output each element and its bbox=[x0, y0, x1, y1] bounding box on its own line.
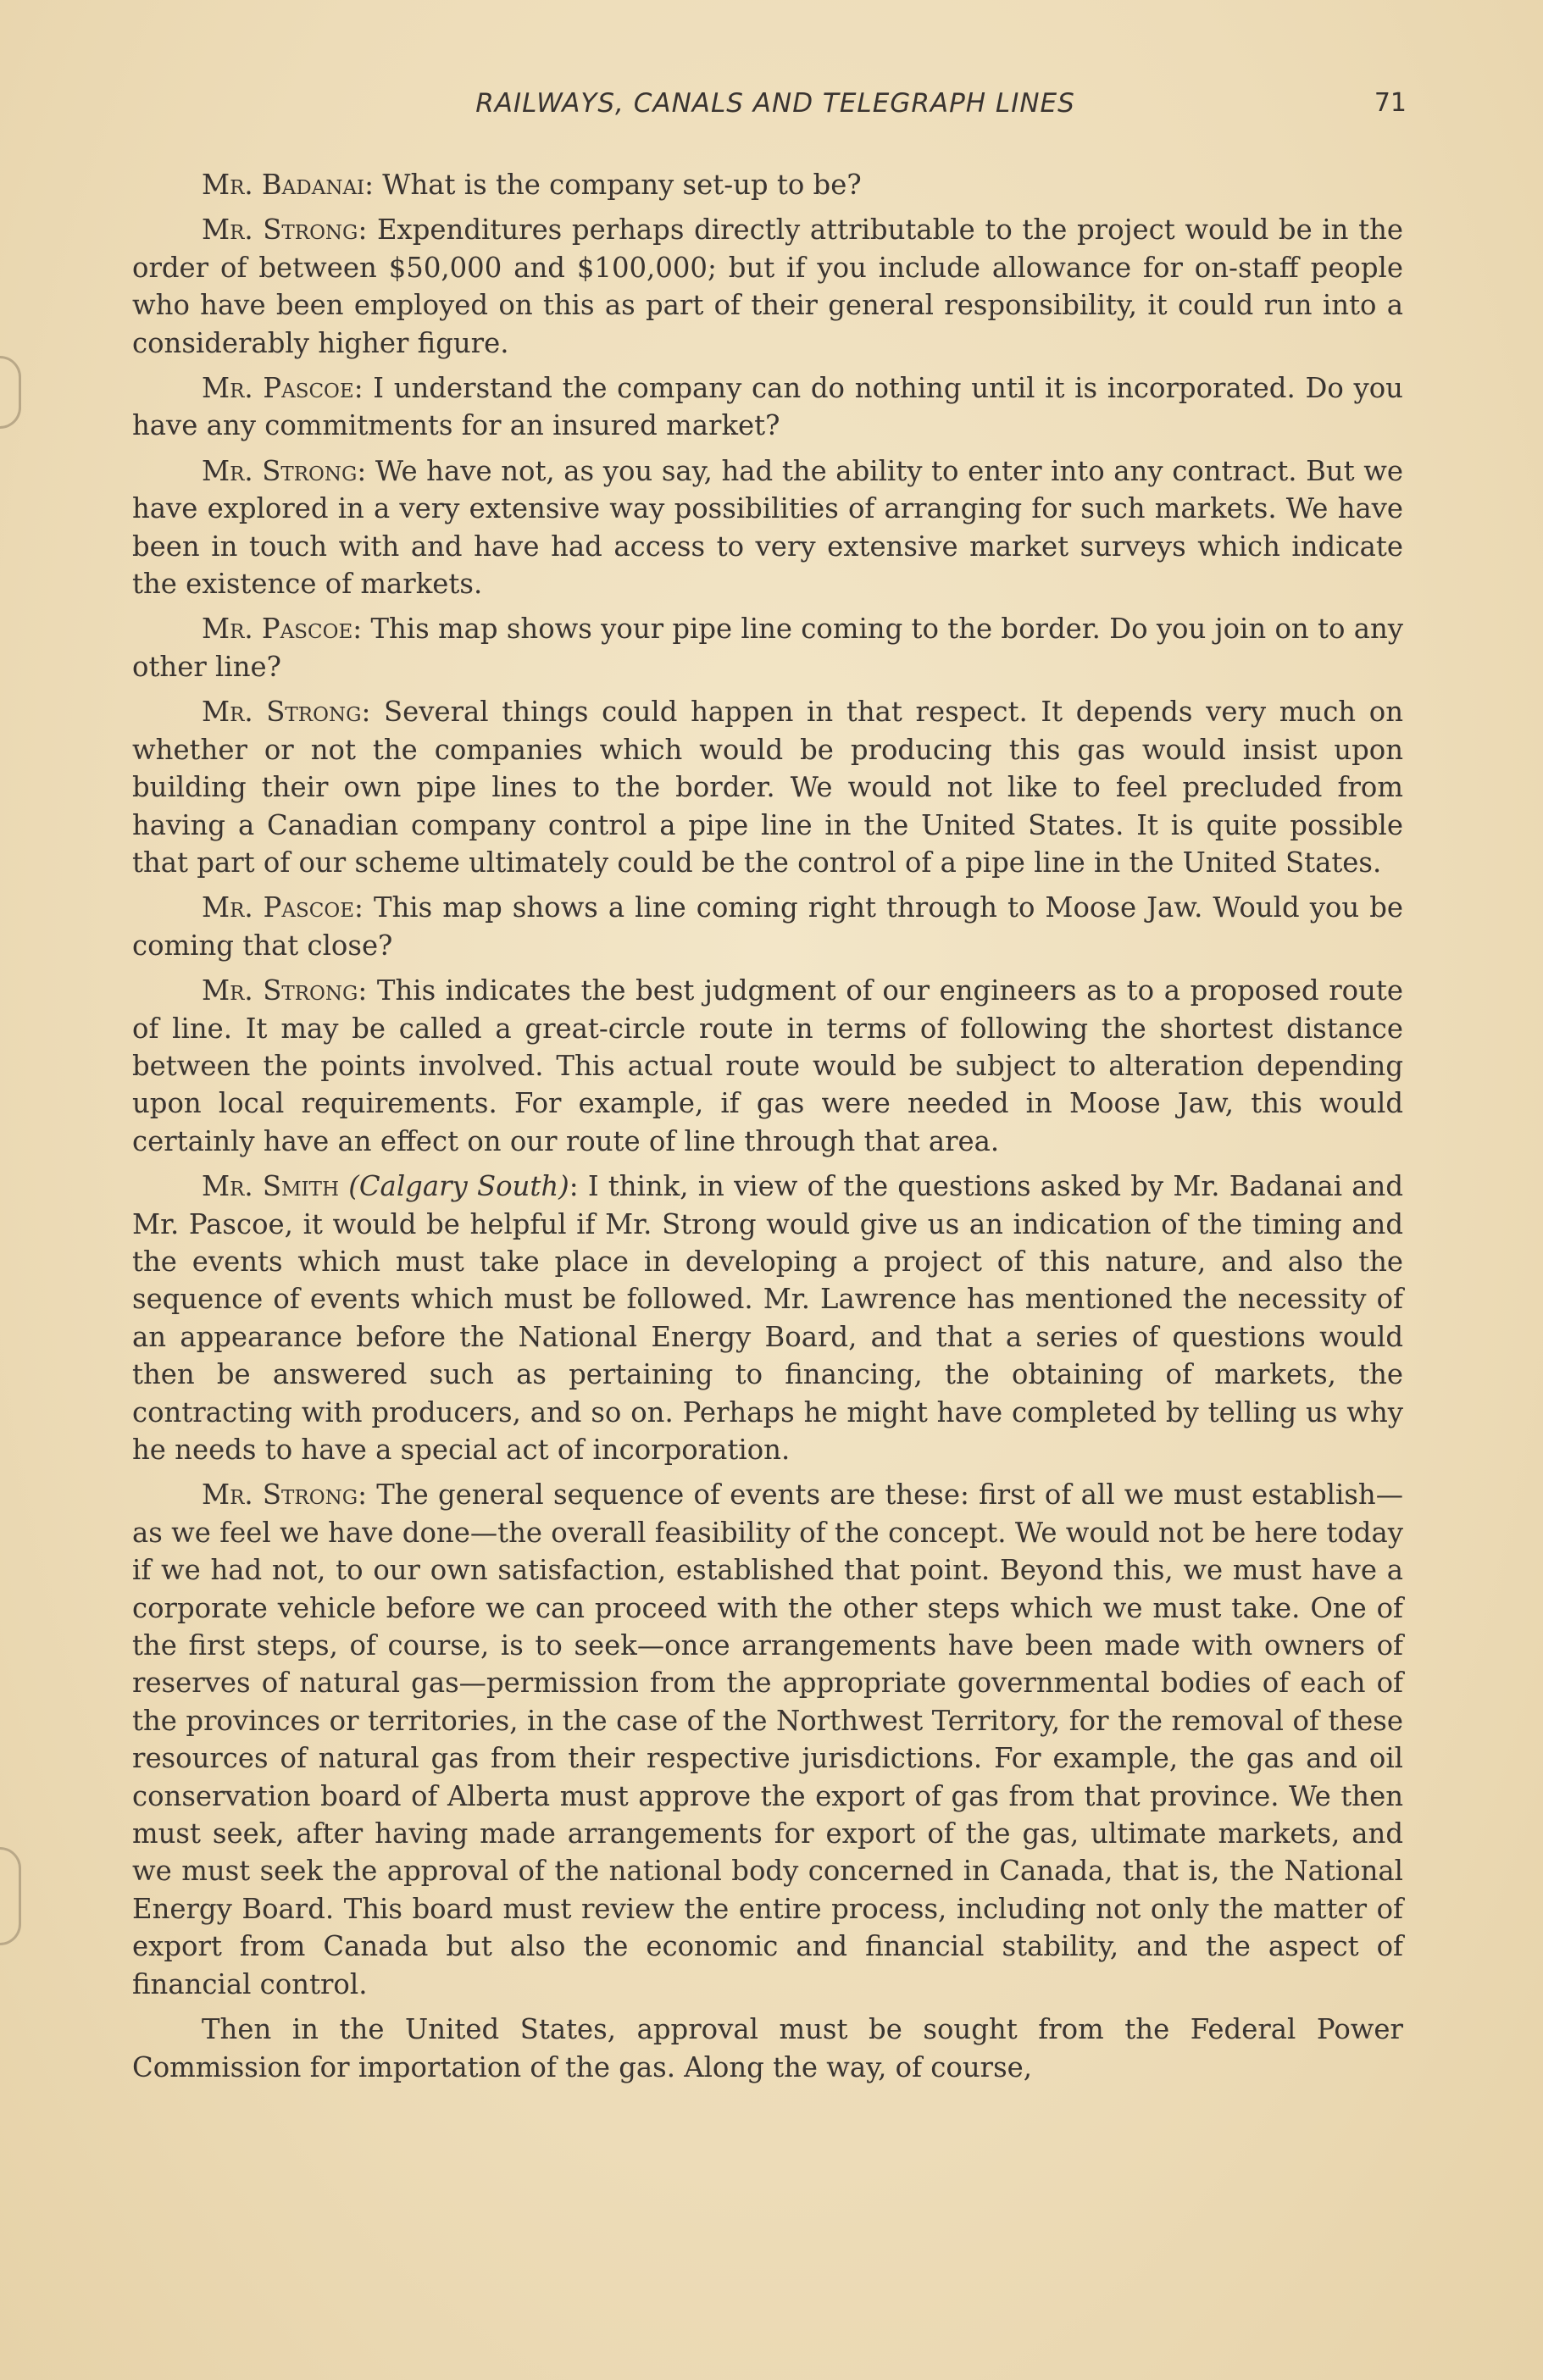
paragraph-text: Several things could happen in that respect. It depends very much on whether or not the companies which would be producing this gas would insist upon building their own pipe lines to the border. We would not like to feel precluded from having a Canadian company control a pipe line in the United States. It is quite possible that part of our scheme ultimately could be the control of a pipe line in the United States. bbox=[132, 696, 1404, 879]
paragraph-text: I understand the company can do nothing until it is incorporated. Do you have any commitments for an insured market? bbox=[132, 372, 1403, 442]
paragraph-text: What is the company set-up to be? bbox=[382, 169, 862, 201]
paragraph: Mr. Strong: Several things could happen in that respect. It depends very much on whether or not the companies which would be producing this gas would insist upon building their own pipe lines to the border. We would not like to feel precluded from having a Canadian company control a pipe line in the United States. It is quite possible that part of our scheme ultimately could be the control of a pipe line in the United States. bbox=[132, 696, 1404, 879]
speaker-name: Mr. Smith bbox=[202, 1170, 340, 1203]
speaker-name: Mr. Strong bbox=[202, 454, 358, 487]
paragraph: Mr. Badanai: What is the company set-up to be? bbox=[202, 169, 862, 201]
paragraph: Mr. Pascoe: This map shows your pipe line coming to the border. Do you join on to any other line? bbox=[132, 613, 1403, 683]
speaker-constituency: (Calgary South) bbox=[348, 1170, 569, 1203]
paragraph-text: Expenditures perhaps directly attributable to the project would be in the order of between $50,000 and $100,000; but if you include allowance for on-staff people who have been employed on this as part of their general responsibility, it could run into a considerably higher figure. bbox=[132, 214, 1403, 359]
paragraph: Mr. Pascoe: I understand the company can do nothing until it is incorporated. Do you have any commitments for an insured market? bbox=[132, 372, 1403, 442]
speaker-name: Mr. Strong bbox=[202, 974, 358, 1007]
speaker-name: Mr. Strong bbox=[202, 214, 358, 247]
paragraph: Mr. Strong: Expenditures perhaps directly attributable to the project would be in the order of between $50,000 and $100,000; but if you include allowance for on-staff people who have been employed on this as part of their general responsibility, it could run into a considerably higher figure. bbox=[132, 214, 1403, 359]
paragraph-text: I think, in view of the questions asked by Mr. Badanai and Mr. Pascoe, it would be helpful if Mr. Strong would give us an indication of the timing and the events which must take place in developing a project of this nature, and also the sequence of events which must be followed. Mr. Lawrence has mentioned the necessity of an appearance before the National Energy Board, and that a series of questions would then be answered such as pertaining to financing, the obtaining of markets, the contracting with producers, and so on. Perhaps he might have completed by telling us why he needs to have a special act of incorporation. bbox=[132, 1170, 1403, 1466]
running-title: RAILWAYS, CANALS AND TELEGRAPH LINES bbox=[475, 88, 1075, 119]
speaker-name: Mr. Pascoe bbox=[202, 613, 353, 646]
paragraph-text: This map shows a line coming right through to Moose Jaw. Would you be coming that close? bbox=[132, 891, 1403, 962]
paragraph-text: Then in the United States, approval must be sought from the Federal Power Commission for importation of the gas. Along the way, of course, bbox=[132, 2013, 1403, 2083]
running-head bbox=[127, 88, 1424, 132]
speaker-name: Mr. Pascoe bbox=[202, 891, 355, 924]
paragraph-text: This map shows your pipe line coming to the border. Do you join on to any other line? bbox=[132, 613, 1403, 683]
paragraph-text: This indicates the best judgment of our engineers as to a proposed route of line. It may be called a great-circle route in terms of following the shortest distance between the points involved. This actual route would be subject to alteration depending upon local requirements. For example, if gas were needed in Moose Jaw, this would certainly have an effect on our route of line through that area. bbox=[132, 974, 1403, 1157]
transcript-body bbox=[132, 166, 1403, 2094]
paragraph-text: The general sequence of events are these: first of all we must establish—as we feel we have done—the overall feasibility of the concept. We would not be here today if we had not, to our own satisfaction, established that point. Beyond this, we must have a corporate vehicle before we can proceed with the other steps which we must take. One of the first steps, of course, is to seek—once arrangements have been made with owners of reserves of natural gas—permission from the appropriate governmental bodies of each of the provinces or territories, in the case of the Northwest Territory, for the removal of these resources of natural gas from their respective jurisdictions. For example, the gas and oil conservation board of Alberta must approve the export of gas from that province. We then must seek, after having made arrangements for export of the gas, ultimate markets, and we must seek the approval of the national body concerned in Canada, that is, the National Energy Board. This board must review the entire process, including not only the matter of export from Canada but also the economic and financial stability, and the aspect of financial control. bbox=[132, 1478, 1404, 2000]
speaker-name: Mr. Badanai bbox=[202, 169, 365, 201]
paragraph bbox=[132, 2011, 1403, 2086]
speaker-name: Mr. Strong bbox=[202, 696, 362, 729]
paragraph-text: We have not, as you say, had the ability to enter into any contract. But we have explored in a very extensive way possibilities of arranging for such markets. We have been in touch with and have had access to very extensive market surveys which indicate the existence of markets. bbox=[132, 454, 1404, 601]
paragraph: Mr. Smith (Calgary South): I think, in view of the questions asked by Mr. Badanai and Mr. Pascoe, it would be helpful if Mr. Strong would give us an indication of the timing and the events which must take place in developing a project of this nature, and also the sequence of events which must be followed. Mr. Lawrence has mentioned the necessity of an appearance before the National Energy Board, and that a series of questions would then be answered such as pertaining to financing, the obtaining of markets, the contracting with producers, and so on. Perhaps he might have completed by telling us why he needs to have a special act of incorporation. bbox=[132, 1170, 1403, 1466]
page-number: 71 bbox=[1374, 88, 1407, 118]
paragraph: Mr. Strong: We have not, as you say, had the ability to enter into any contract. But we have explored in a very extensive way possibilities of arranging for such markets. We have been in touch with and have had access to very extensive market surveys which indicate the existence of markets. bbox=[132, 454, 1404, 601]
speaker-name: Mr. Strong bbox=[202, 1478, 358, 1512]
paragraph: Mr. Strong: This indicates the best judgment of our engineers as to a proposed route of line. It may be called a great-circle route in terms of following the shortest distance between the points involved. This actual route would be subject to alteration depending upon local requirements. For example, if gas were needed in Moose Jaw, this would certainly have an effect on our route of line through that area. bbox=[132, 974, 1403, 1157]
margin-binding-mark bbox=[0, 356, 21, 429]
paragraph: Mr. Pascoe: This map shows a line coming right through to Moose Jaw. Would you be coming that close? bbox=[132, 891, 1403, 962]
speaker-name: Mr. Pascoe bbox=[202, 372, 354, 405]
paragraph: Mr. Strong: The general sequence of events are these: first of all we must establish—as we feel we have done—the overall feasibility of the concept. We would not be here today if we had not, to our own satisfaction, established that point. Beyond this, we must have a corporate vehicle before we can proceed with the other steps which we must take. One of the first steps, of course, is to seek—once arrangements have been made with owners of reserves of natural gas—permission from the appropriate governmental bodies of each of the provinces or territories, in the case of the Northwest Territory, for the removal of these resources of natural gas from their respective jurisdictions. For example, the gas and oil conservation board of Alberta must approve the export of gas from that province. We then must seek, after having made arrangements for export of the gas, ultimate markets, and we must seek the approval of the national body concerned in Canada, that is, the National Energy Board. This board must review the entire process, including not only the matter of export from Canada but also the economic and financial stability, and the aspect of financial control. bbox=[132, 1478, 1404, 2000]
margin-binding-mark bbox=[0, 1847, 21, 1945]
